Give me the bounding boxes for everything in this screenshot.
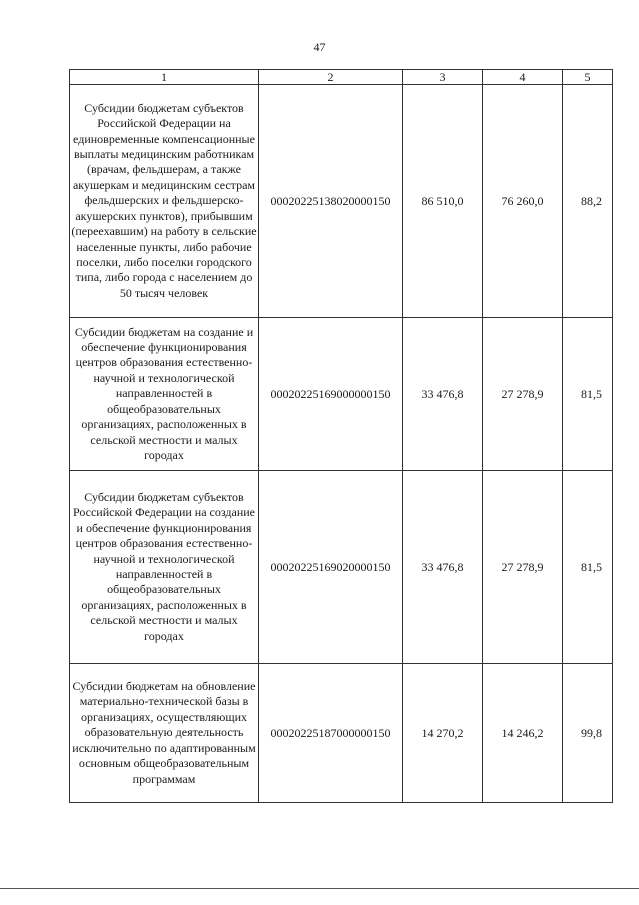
row-description: Субсидии бюджетам субъектов Российской Федерации на единовременные компенсационные выплаты медицинским работникам (врачам, фельдшерам, а также акушеркам и медицинским сестрам фельдшерских и фельдшерско-акушерских пунктов), прибывшим (переехавшим) на работу в сельские населенные пункты, либо рабочие поселки, либо поселки городского типа, либо города с населением до 50 тысяч человек <box>70 85 259 318</box>
row-actual: 27 278,9 <box>483 318 563 471</box>
row-description: Субсидии бюджетам на создание и обеспечение функционирования центров образования естественно-научной и технологической направленностей в общеобразовательных организациях, расположенных в сельской местности и малых городах <box>70 318 259 471</box>
row-actual: 27 278,9 <box>483 471 563 664</box>
table-row <box>70 318 613 471</box>
row-code: 00020225169020000150 <box>259 471 403 664</box>
budget-table <box>69 69 613 803</box>
page-bottom-rule <box>0 888 639 889</box>
column-header-4: 4 <box>483 70 563 85</box>
column-header-3: 3 <box>403 70 483 85</box>
table-row <box>70 664 613 803</box>
row-percent: 81,5 <box>563 471 613 664</box>
table-row <box>70 471 613 664</box>
table-row <box>70 85 613 318</box>
row-description: Субсидии бюджетам субъектов Российской Федерации на создание и обеспечение функционирования центров образования естественно-научной и технологической направленностей в общеобразовательных организациях, расположенных в сельской местности и малых городах <box>70 471 259 664</box>
column-header-2: 2 <box>259 70 403 85</box>
row-plan: 33 476,8 <box>403 471 483 664</box>
row-actual: 76 260,0 <box>483 85 563 318</box>
row-actual: 14 246,2 <box>483 664 563 803</box>
column-header-5: 5 <box>563 70 613 85</box>
row-percent: 88,2 <box>563 85 613 318</box>
row-plan: 86 510,0 <box>403 85 483 318</box>
column-header-1: 1 <box>70 70 259 85</box>
header-row <box>70 70 613 85</box>
row-code: 00020225187000000150 <box>259 664 403 803</box>
row-percent: 99,8 <box>563 664 613 803</box>
page-number: 47 <box>313 40 326 54</box>
row-description: Субсидии бюджетам на обновление материально-технической базы в организациях, осуществляющих образовательную деятельность исключительно по адаптированным основным общеобразовательным программам <box>70 664 259 803</box>
row-code: 00020225169000000150 <box>259 318 403 471</box>
row-plan: 14 270,2 <box>403 664 483 803</box>
row-percent: 81,5 <box>563 318 613 471</box>
row-plan: 33 476,8 <box>403 318 483 471</box>
row-code: 00020225138020000150 <box>259 85 403 318</box>
